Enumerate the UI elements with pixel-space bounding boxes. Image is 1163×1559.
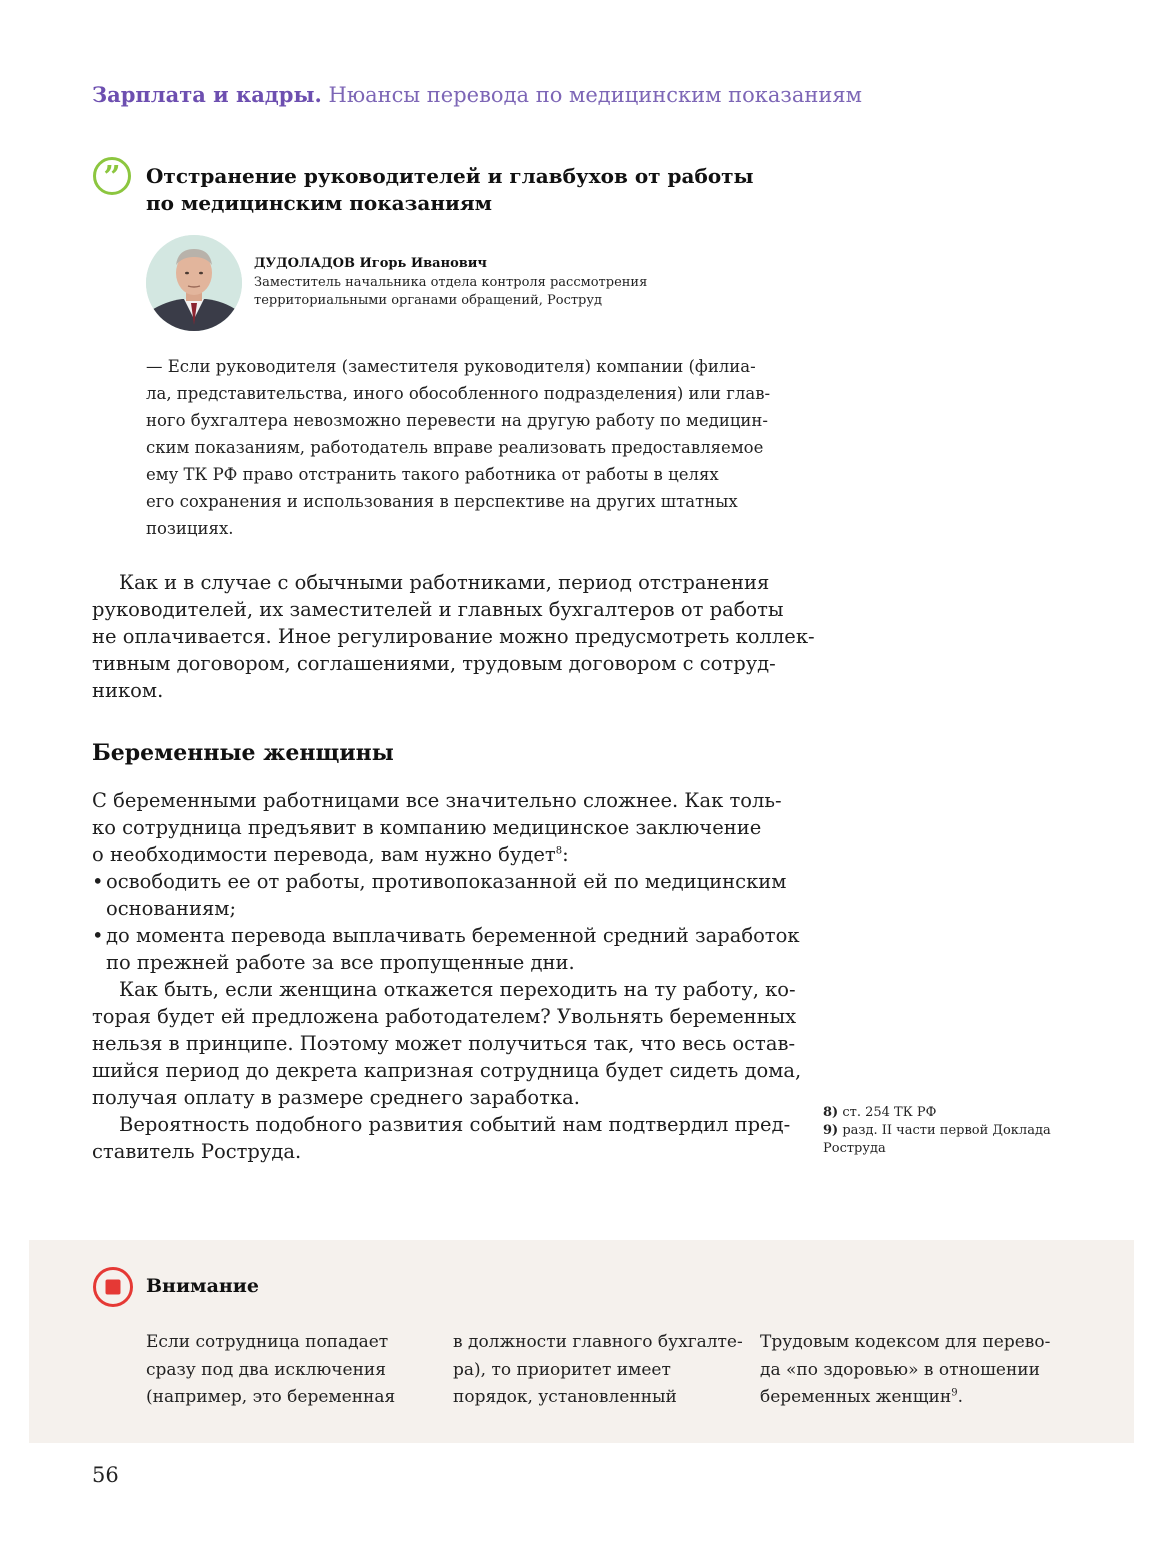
paragraph-4 [92,1111,791,1165]
bullet-marker: • [92,924,104,947]
svg-text:”: ” [103,160,121,195]
quote-text-line: — Если руководителя (заместителя руководителя) компании (филиа- [146,357,756,376]
footnote-ref-9[interactable]: 9 [951,1387,958,1399]
header-section: Зарплата и кадры. [92,82,322,107]
paragraph-1 [92,569,815,704]
attention-column-3 [760,1329,1050,1412]
text-line: ником. [92,679,164,702]
footnotes [823,1104,1063,1158]
quote-text-line: ским показаниям, работодатель вправе реализовать предоставляемое [146,438,764,457]
text-line: до момента перевода выплачивать беременной средний заработок [106,924,800,947]
text-line: не оплачивается. Иное регулирование можно предусмотреть коллек- [92,625,815,648]
expert-photo [146,235,242,331]
bullet-marker: • [92,870,104,893]
text-line [92,841,772,868]
expert-name: ДУДОЛАДОВ Игорь Иванович [254,256,487,271]
text-line: ставитель Роструда. [92,1140,302,1163]
quote-text [146,353,771,542]
expert-position-line: Заместитель начальника отдела контроля рассмотрения [254,275,648,290]
text-line: Вероятность подобного развития событий нам подтвердил пред- [119,1113,791,1136]
text-line: Как быть, если женщина откажется переходить на ту работу, ко- [119,978,796,1001]
list-item [92,922,800,976]
stop-icon [92,1266,134,1308]
text-line: шийся период до декрета капризная сотрудница будет сидеть дома, [92,1059,802,1082]
text-line: в должности главного бухгалте- [453,1332,743,1352]
text-line: С беременными работницами все значительно сложнее. Как толь- [92,789,782,812]
text-line: Если сотрудница попадает [146,1332,389,1352]
text-line: руководителей, их заместителей и главных бухгалтеров от работы [92,598,784,621]
header-topic: Нюансы перевода по медицинским показаниям [328,83,862,107]
text-fragment: : [562,843,569,866]
text-line: ко сотрудница предъявит в компанию медицинское заключение [92,816,762,839]
section-heading: Беременные женщины [92,740,394,766]
text-line: получая оплату в размере среднего заработка. [92,1086,580,1109]
quote-text-line: его сохранения и использования в перспективе на других штатных [146,492,738,511]
footnote-text: ст. 254 ТК РФ [842,1105,937,1120]
paragraph-2 [92,787,782,868]
quote-text-line: ему ТК РФ право отстранить такого работника от работы в целях [146,465,719,484]
expert-position [254,274,674,310]
bullet-list [92,868,800,976]
quote-text-line: ного бухгалтера невозможно перевести на другую работу по медицин- [146,411,768,430]
footnote-text: разд. II части первой Доклада [842,1123,1051,1138]
list-item [92,868,787,922]
footnote-ref-8[interactable]: 8 [555,845,563,857]
quote-title-line: по медицинским показаниям [146,191,492,215]
text-line: торая будет ей предложена работодателем? Увольнять беременных [92,1005,797,1028]
page-number: 56 [92,1463,119,1487]
footnote-8 [823,1104,1063,1122]
quote-text-line: позициях. [146,519,234,538]
text-line: да «по здоровью» в отношении [760,1359,1040,1380]
text-line: Как и в случае с обычными работниками, период отстранения [119,571,770,594]
attention-column-2 [453,1329,743,1412]
footnote-9 [823,1122,1063,1158]
text-line: по прежней работе за все пропущенные дни. [106,951,575,974]
text-line: ра), то приоритет имеет [453,1359,671,1380]
quote-title-line: Отстранение руководителей и главбухов от работы [146,164,754,188]
text-fragment: . [957,1387,963,1407]
quote-icon [92,156,132,196]
expert-position-line: территориальными органами обращений, Роструд [254,293,603,308]
attention-column-1 [146,1329,436,1412]
text-line: Трудовым кодексом для перево- [760,1332,1051,1352]
text-line: (например, это беременная [146,1387,396,1407]
text-line: нельзя в принципе. Поэтому может получиться так, что весь остав- [92,1032,796,1055]
text-fragment: о необходимости перевода, вам нужно будет [92,843,556,866]
quote-text-line: ла, представительства, иного обособленного подразделения) или глав- [146,384,771,403]
quote-title [146,163,766,217]
text-line: порядок, установленный [453,1387,677,1407]
text-line: сразу под два исключения [146,1359,386,1380]
text-fragment: беременных женщин [760,1387,952,1407]
footnote-number: 8) [823,1105,839,1120]
running-header [92,82,862,107]
attention-title: Внимание [146,1275,259,1297]
text-line: освободить ее от работы, противопоказанной ей по медицинским [106,870,787,893]
text-line: тивным договором, соглашениями, трудовым договором с сотруд- [92,652,776,675]
footnote-number: 9) [823,1123,839,1138]
text-line [760,1384,1050,1412]
footnote-text: Роструда [823,1141,886,1156]
text-line: основаниям; [106,897,237,920]
paragraph-3 [92,976,802,1111]
